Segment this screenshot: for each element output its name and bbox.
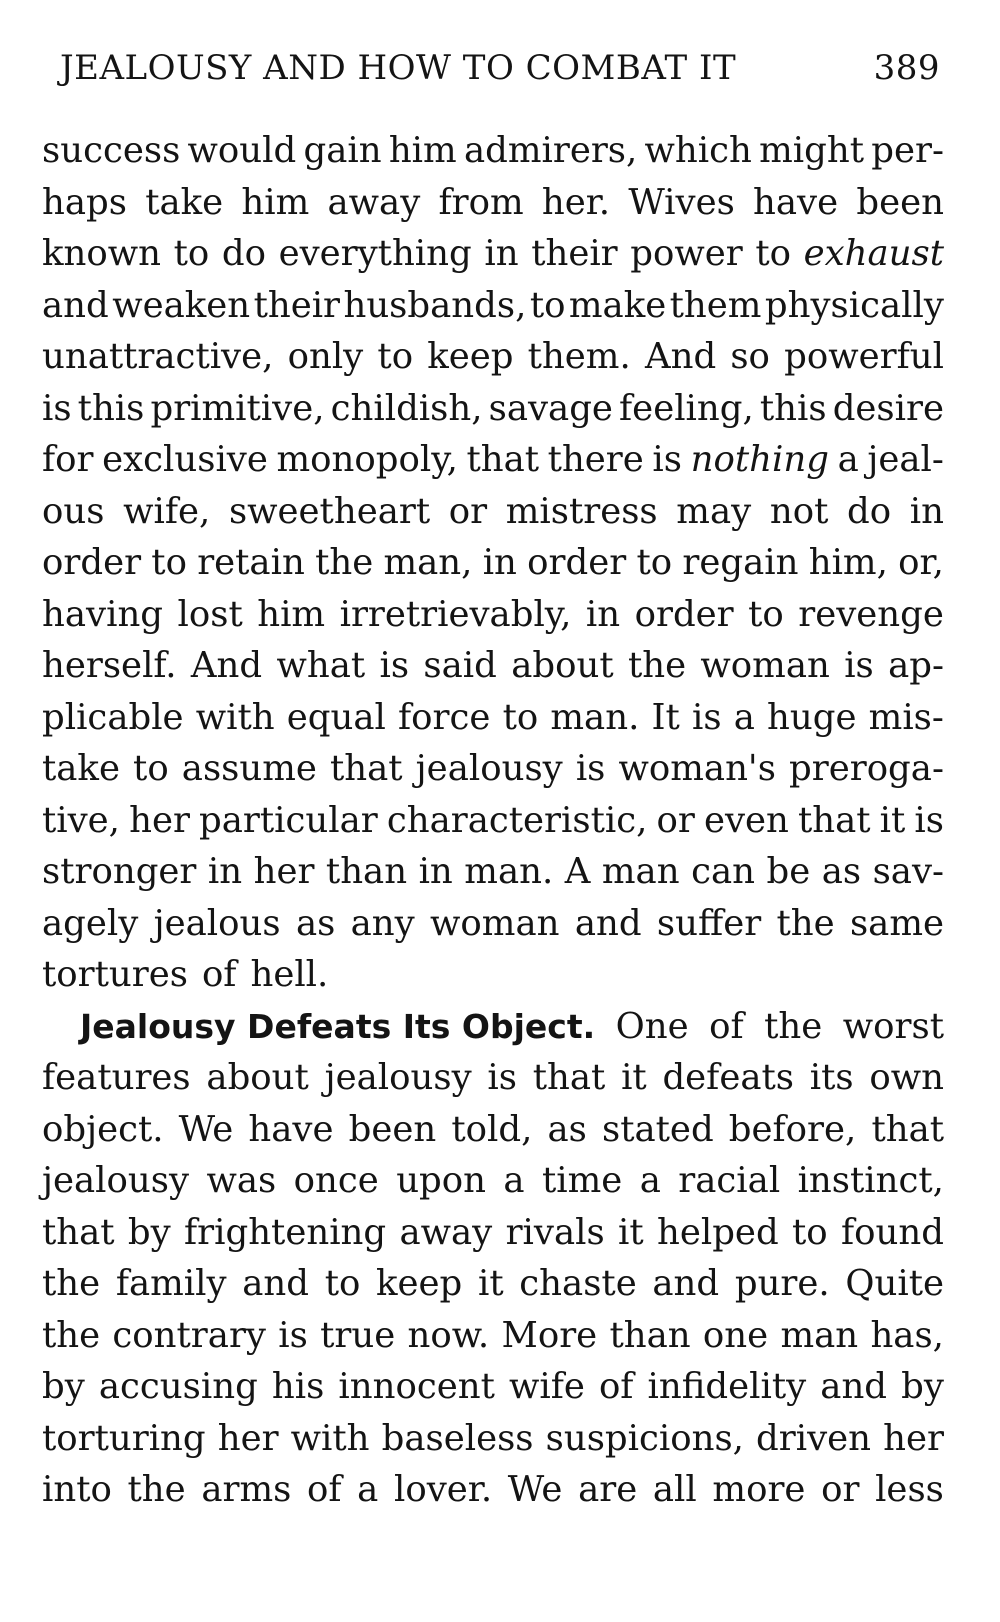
body-text bbox=[42, 125, 944, 1516]
chapter-title: JEALOUSY AND HOW TO COMBAT IT bbox=[60, 48, 737, 88]
paragraph-1 bbox=[42, 125, 944, 1001]
text-line: for exclusive monopoly, that there is nothing a jeal- bbox=[42, 439, 944, 480]
text-line: agely jealous as any woman and suffer the same bbox=[42, 902, 944, 944]
text-line: order to retain the man, in order to regain him, or, bbox=[42, 542, 944, 583]
text-line: herself. And what is said about the woman is ap- bbox=[42, 645, 944, 686]
text-line: Jealousy Defeats Its Object. One of the worst bbox=[42, 1001, 944, 1053]
text-line: success would gain him admirers, which might per- bbox=[42, 130, 944, 171]
text-line: known to do everything in their power to exhaust bbox=[42, 233, 944, 274]
text-line: by accusing his innocent wife of infidelity and by bbox=[42, 1366, 944, 1407]
text-line: haps take him away from her. Wives have been bbox=[42, 181, 944, 223]
text-line: take to assume that jealousy is woman's preroga- bbox=[42, 748, 944, 789]
text-line: jealousy was once upon a time a racial instinct, bbox=[42, 1160, 944, 1201]
text-line: and weaken their husbands, to make them physically bbox=[42, 284, 944, 326]
page-number: 389 bbox=[873, 48, 940, 88]
section-heading: Jealousy Defeats Its Object. bbox=[80, 1006, 596, 1046]
text-line: tortures of hell. bbox=[42, 954, 329, 995]
text-line: object. We have been told, as stated before, that bbox=[42, 1108, 944, 1150]
running-head bbox=[60, 48, 940, 98]
text-line: into the arms of a lover. We are all more or less bbox=[42, 1469, 944, 1510]
text-line: unattractive, only to keep them. And so powerful bbox=[42, 336, 944, 377]
text-line: the family and to keep it chaste and pure. Quite bbox=[42, 1263, 944, 1304]
paragraph-2 bbox=[42, 1001, 944, 1516]
text-line: the contrary is true now. More than one man has, bbox=[42, 1314, 944, 1356]
text-line: that by frightening away rivals it helped to found bbox=[42, 1211, 944, 1253]
text-line: is this primitive, childish, savage feeling, this desire bbox=[42, 387, 944, 429]
text-line: tive, her particular characteristic, or even that it is bbox=[42, 799, 944, 841]
text-line: stronger in her than in man. A man can be as sav- bbox=[42, 851, 944, 892]
text-line: ous wife, sweetheart or mistress may not do in bbox=[42, 490, 944, 532]
text-line: plicable with equal force to man. It is a huge mis- bbox=[42, 696, 944, 738]
text-line: having lost him irretrievably, in order to revenge bbox=[42, 593, 944, 635]
text-line: features about jealousy is that it defeats its own bbox=[42, 1057, 944, 1098]
text-line: torturing her with baseless suspicions, driven her bbox=[42, 1417, 944, 1459]
